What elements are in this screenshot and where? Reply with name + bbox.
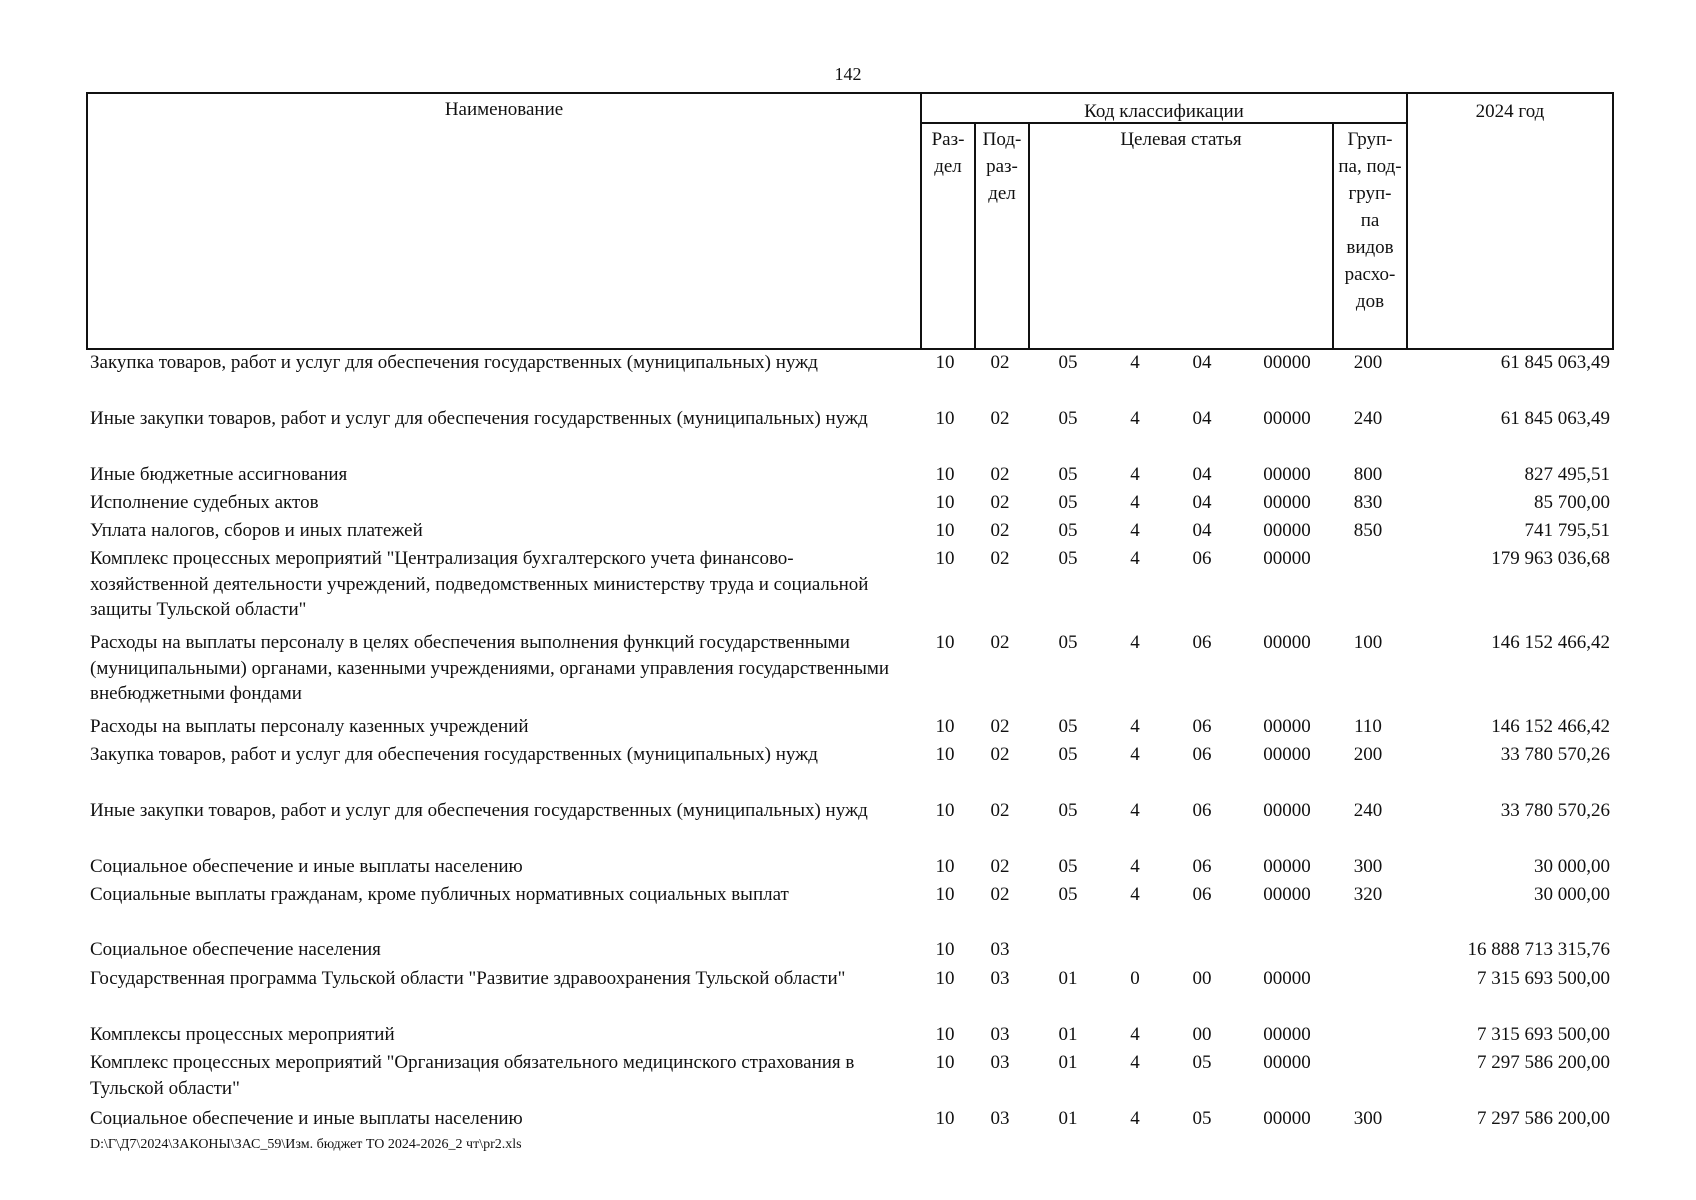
row-target-type: 4 <box>1130 856 1140 877</box>
row-target-type: 4 <box>1130 520 1140 541</box>
row-expense-group: 100 <box>1353 632 1383 653</box>
row-target-type: 4 <box>1130 352 1140 373</box>
row-target-complex: 06 <box>1192 632 1212 653</box>
row-section: 10 <box>935 548 955 569</box>
row-subsection: 03 <box>990 1108 1010 1129</box>
row-section: 10 <box>935 884 955 905</box>
row-name: Расходы на выплаты персоналу в целях обеспечения выполнения функций государственными (муниципальными) органами, казенными учреждениями, органами управления государственными внебюджетными фондами <box>90 632 890 704</box>
row-target-type: 4 <box>1130 800 1140 821</box>
row-name: Уплата налогов, сборов и иных платежей <box>90 520 423 541</box>
header-group-line: груп- <box>1348 183 1392 204</box>
row-subsection: 03 <box>990 968 1010 989</box>
row-target-direction: 00000 <box>1263 548 1311 569</box>
header-section-line: дел <box>934 156 962 177</box>
row-target-program: 05 <box>1058 492 1078 513</box>
header-target: Целевая статья <box>1120 129 1242 150</box>
row-target-complex: 00 <box>1192 968 1212 989</box>
row-section: 10 <box>935 464 955 485</box>
row-amount: 146 152 466,42 <box>1491 632 1610 653</box>
row-subsection: 02 <box>990 352 1010 373</box>
row-section: 10 <box>935 744 955 765</box>
row-target-program: 05 <box>1058 520 1078 541</box>
row-amount: 146 152 466,42 <box>1491 716 1610 737</box>
row-name: Расходы на выплаты персоналу казенных учреждений <box>90 716 529 737</box>
row-section: 10 <box>935 1052 955 1073</box>
row-name: Социальные выплаты гражданам, кроме публичных нормативных социальных выплат <box>90 884 789 905</box>
row-target-complex: 05 <box>1192 1108 1212 1129</box>
row-target-complex: 04 <box>1192 520 1212 541</box>
row-name: Иные закупки товаров, работ и услуг для обеспечения государственных (муниципальных) нужд <box>90 408 868 429</box>
row-name: Иные бюджетные ассигнования <box>90 464 348 485</box>
row-target-type: 4 <box>1130 884 1140 905</box>
row-amount: 7 297 586 200,00 <box>1477 1108 1610 1129</box>
divider <box>1028 122 1030 350</box>
row-subsection: 02 <box>990 744 1010 765</box>
row-subsection: 03 <box>990 1024 1010 1045</box>
row-name: Государственная программа Тульской области "Развитие здравоохранения Тульской области" <box>90 968 846 989</box>
row-target-complex: 04 <box>1192 492 1212 513</box>
row-target-program: 01 <box>1058 1052 1078 1073</box>
row-subsection: 02 <box>990 856 1010 877</box>
row-subsection: 02 <box>990 492 1010 513</box>
header-group-line: па <box>1360 210 1380 231</box>
row-expense-group: 800 <box>1353 464 1383 485</box>
header-subsection <box>976 126 1028 207</box>
row-target-program: 05 <box>1058 632 1078 653</box>
row-target-program: 05 <box>1058 744 1078 765</box>
row-subsection: 02 <box>990 520 1010 541</box>
row-target-direction: 00000 <box>1263 520 1311 541</box>
row-target-direction: 00000 <box>1263 352 1311 373</box>
row-amount: 30 000,00 <box>1534 856 1610 877</box>
header-name: Наименование <box>444 99 564 120</box>
row-section: 10 <box>935 856 955 877</box>
row-section: 10 <box>935 408 955 429</box>
row-target-program: 05 <box>1058 464 1078 485</box>
row-expense-group: 240 <box>1353 800 1383 821</box>
page-number: 142 <box>834 64 862 84</box>
row-target-program: 05 <box>1058 800 1078 821</box>
row-subsection: 03 <box>990 939 1010 960</box>
header-group-line: дов <box>1355 291 1385 312</box>
row-subsection: 02 <box>990 632 1010 653</box>
row-target-direction: 00000 <box>1263 464 1311 485</box>
row-target-program: 05 <box>1058 352 1078 373</box>
row-name: Социальное обеспечение населения <box>90 939 381 960</box>
header-group <box>1334 126 1406 315</box>
row-target-complex: 06 <box>1192 548 1212 569</box>
row-section: 10 <box>935 939 955 960</box>
row-section: 10 <box>935 520 955 541</box>
row-amount: 7 297 586 200,00 <box>1477 1052 1610 1073</box>
header-subsection-line: Под- <box>982 129 1022 150</box>
file-path-footer: D:\Г\Д7\2024\ЗАКОНЫ\ЗАС_59\Изм. бюджет ТО 2024-2026_2 чт\pr2.xls <box>90 1137 522 1152</box>
row-subsection: 02 <box>990 884 1010 905</box>
row-amount: 30 000,00 <box>1534 884 1610 905</box>
row-section: 10 <box>935 632 955 653</box>
row-section: 10 <box>935 492 955 513</box>
row-target-program: 01 <box>1058 968 1078 989</box>
row-name: Комплексы процессных мероприятий <box>90 1024 395 1045</box>
row-target-program: 05 <box>1058 408 1078 429</box>
row-section: 10 <box>935 716 955 737</box>
row-name: Комплекс процессных мероприятий "Централизация бухгалтерского учета финансово-хозяйственной деятельности учреждений, подведомственных министерству труда и социальной защиты Тульской области" <box>90 548 869 620</box>
row-expense-group: 830 <box>1353 492 1383 513</box>
header-year: 2024 год <box>1475 101 1545 122</box>
row-target-direction: 00000 <box>1263 1024 1311 1045</box>
row-expense-group: 110 <box>1354 716 1382 737</box>
row-target-direction: 00000 <box>1263 968 1311 989</box>
row-name: Исполнение судебных актов <box>90 492 319 513</box>
row-name: Социальное обеспечение и иные выплаты населению <box>90 856 523 877</box>
divider <box>1406 92 1408 350</box>
row-expense-group: 200 <box>1353 744 1383 765</box>
row-expense-group: 850 <box>1353 520 1383 541</box>
row-target-direction: 00000 <box>1263 408 1311 429</box>
row-target-type: 0 <box>1130 968 1140 989</box>
row-target-type: 4 <box>1130 408 1140 429</box>
row-subsection: 02 <box>990 408 1010 429</box>
row-target-direction: 00000 <box>1263 492 1311 513</box>
row-target-type: 4 <box>1130 1024 1140 1045</box>
header-section-line: Раз- <box>931 129 965 150</box>
row-amount: 16 888 713 315,76 <box>1467 939 1610 960</box>
row-target-program: 05 <box>1058 856 1078 877</box>
row-target-program: 05 <box>1058 884 1078 905</box>
row-target-direction: 00000 <box>1263 716 1311 737</box>
row-target-direction: 00000 <box>1263 800 1311 821</box>
row-subsection: 02 <box>990 800 1010 821</box>
row-target-program: 05 <box>1058 716 1078 737</box>
row-target-direction: 00000 <box>1263 1052 1311 1073</box>
row-target-direction: 00000 <box>1263 744 1311 765</box>
row-amount: 827 495,51 <box>1524 464 1610 485</box>
row-target-direction: 00000 <box>1263 884 1311 905</box>
row-section: 10 <box>935 800 955 821</box>
header-subsection-line: раз- <box>986 156 1018 177</box>
row-target-type: 4 <box>1130 492 1140 513</box>
row-subsection: 02 <box>990 464 1010 485</box>
header-classification: Код классификации <box>1084 101 1244 122</box>
header-group-line: расхо- <box>1344 264 1396 285</box>
row-target-direction: 00000 <box>1263 856 1311 877</box>
row-target-complex: 00 <box>1192 1024 1212 1045</box>
row-amount: 61 845 063,49 <box>1500 408 1610 429</box>
header-group-line: па, под- <box>1338 156 1402 177</box>
row-name: Иные закупки товаров, работ и услуг для обеспечения государственных (муниципальных) нужд <box>90 800 868 821</box>
header-group-line: Груп- <box>1347 129 1393 150</box>
row-name: Закупка товаров, работ и услуг для обеспечения государственных (муниципальных) нужд <box>90 352 818 373</box>
row-target-type: 4 <box>1130 1108 1140 1129</box>
row-amount: 85 700,00 <box>1534 492 1610 513</box>
row-target-complex: 04 <box>1192 464 1212 485</box>
row-expense-group: 200 <box>1353 352 1383 373</box>
row-amount: 741 795,51 <box>1524 520 1610 541</box>
row-target-complex: 06 <box>1192 856 1212 877</box>
row-subsection: 02 <box>990 716 1010 737</box>
row-target-complex: 04 <box>1192 408 1212 429</box>
row-target-complex: 06 <box>1192 800 1212 821</box>
row-expense-group: 300 <box>1353 856 1383 877</box>
row-amount: 179 963 036,68 <box>1491 548 1610 569</box>
row-name: Комплекс процессных мероприятий "Организация обязательного медицинского страхования в Тульской области" <box>90 1052 855 1099</box>
row-name: Закупка товаров, работ и услуг для обеспечения государственных (муниципальных) нужд <box>90 744 818 765</box>
row-subsection: 02 <box>990 548 1010 569</box>
row-amount: 61 845 063,49 <box>1500 352 1610 373</box>
header-section <box>922 126 974 180</box>
row-amount: 7 315 693 500,00 <box>1477 968 1610 989</box>
row-target-type: 4 <box>1130 548 1140 569</box>
row-name: Социальное обеспечение и иные выплаты населению <box>90 1108 523 1129</box>
row-target-program: 05 <box>1058 548 1078 569</box>
row-section: 10 <box>935 1024 955 1045</box>
row-expense-group: 320 <box>1353 884 1383 905</box>
row-subsection: 03 <box>990 1052 1010 1073</box>
header-group-line: видов <box>1346 237 1394 258</box>
row-section: 10 <box>935 352 955 373</box>
row-amount: 33 780 570,26 <box>1500 800 1610 821</box>
row-target-direction: 00000 <box>1263 1108 1311 1129</box>
row-target-type: 4 <box>1130 744 1140 765</box>
row-target-type: 4 <box>1130 464 1140 485</box>
row-target-program: 01 <box>1058 1108 1078 1129</box>
row-target-direction: 00000 <box>1263 632 1311 653</box>
row-target-type: 4 <box>1130 632 1140 653</box>
row-expense-group: 240 <box>1353 408 1383 429</box>
row-section: 10 <box>935 1108 955 1129</box>
row-target-type: 4 <box>1130 1052 1140 1073</box>
row-target-program: 01 <box>1058 1024 1078 1045</box>
row-amount: 33 780 570,26 <box>1500 744 1610 765</box>
header-subsection-line: дел <box>988 183 1016 204</box>
row-target-complex: 06 <box>1192 744 1212 765</box>
row-amount: 7 315 693 500,00 <box>1477 1024 1610 1045</box>
row-target-complex: 04 <box>1192 352 1212 373</box>
row-section: 10 <box>935 968 955 989</box>
row-target-type: 4 <box>1130 716 1140 737</box>
row-expense-group: 300 <box>1353 1108 1383 1129</box>
row-target-complex: 05 <box>1192 1052 1212 1073</box>
row-target-complex: 06 <box>1192 884 1212 905</box>
row-target-complex: 06 <box>1192 716 1212 737</box>
